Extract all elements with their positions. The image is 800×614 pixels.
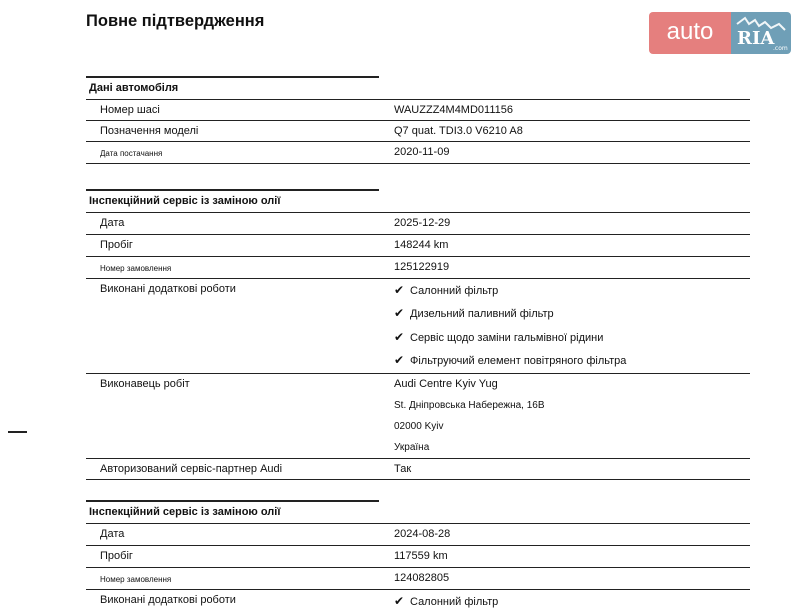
- table-row: [86, 142, 750, 164]
- extra-works-label: Виконані додаткові роботи: [100, 594, 236, 606]
- table-row: [86, 459, 750, 480]
- section-title: Дані автомобіля: [86, 78, 750, 100]
- service-section-1: [86, 191, 750, 480]
- svg-text:.com: .com: [773, 45, 788, 52]
- performer-country: Україна: [394, 442, 430, 453]
- performer-street: St. Дніпровська Набережна, 16В: [394, 400, 545, 411]
- authorized-value: Так: [394, 463, 412, 475]
- list-item: ✔ Салонний фільтр: [394, 590, 498, 613]
- logo-auto-text: auto: [649, 12, 731, 54]
- section-title: Інспекційний сервіс із заміною олії: [86, 502, 750, 524]
- authorized-label: Авторизований сервіс-партнер Audi: [100, 463, 283, 475]
- order-value: 124082805: [394, 572, 450, 584]
- mileage-label: Пробіг: [100, 239, 133, 251]
- list-item: ✔ Дизельний паливний фільтр: [394, 302, 626, 325]
- table-row: [86, 257, 750, 279]
- check-icon: ✔: [394, 352, 405, 367]
- section-title: Інспекційний сервіс із заміною олії: [86, 191, 750, 213]
- margin-mark: [8, 431, 27, 433]
- date-value: 2025-12-29: [394, 217, 451, 229]
- delivery-date-value: 2020-11-09: [394, 146, 450, 158]
- table-row: [86, 568, 750, 590]
- model-label: Позначення моделі: [100, 125, 199, 137]
- check-icon: ✔: [394, 306, 405, 321]
- autoria-logo[interactable]: [649, 12, 791, 54]
- table-row: [86, 590, 750, 614]
- table-row: [86, 213, 750, 235]
- check-icon: ✔: [394, 329, 405, 344]
- date-value: 2024-08-28: [394, 528, 451, 540]
- table-row: [86, 279, 750, 374]
- chassis-value: WAUZZZ4M4MD011156: [394, 104, 513, 116]
- list-item: ✔ Фільтруючий елемент повітряного фільтра: [394, 349, 626, 372]
- logo-ria-mark: [731, 12, 791, 54]
- table-row: [86, 121, 750, 142]
- table-row: [86, 100, 750, 121]
- mileage-value: 117559 km: [394, 550, 448, 562]
- chassis-label: Номер шасі: [100, 104, 160, 116]
- date-label: Дата: [100, 528, 125, 540]
- vehicle-data-section: [86, 78, 750, 164]
- page-title: Повне підтвердження: [86, 12, 265, 30]
- table-row: [86, 235, 750, 257]
- list-item: ✔ Сервіс щодо заміни гальмівної рідини: [394, 326, 626, 349]
- order-label: Номер замовлення: [100, 264, 172, 273]
- date-label: Дата: [100, 217, 125, 229]
- table-row: [86, 546, 750, 568]
- extra-works-list: [394, 590, 498, 613]
- check-icon: ✔: [394, 594, 405, 608]
- performer-address: [394, 374, 545, 458]
- check-icon: ✔: [394, 283, 405, 297]
- order-label: Номер замовлення: [100, 575, 172, 584]
- table-row: [86, 374, 750, 459]
- service-section-2: [86, 502, 750, 614]
- performer-name: Audi Centre Kyiv Yug: [394, 378, 498, 390]
- model-value: Q7 quat. TDI3.0 V6210 A8: [394, 125, 523, 137]
- mileage-label: Пробіг: [100, 550, 133, 562]
- table-row: [86, 524, 750, 546]
- svg-text:RIA: RIA: [737, 28, 775, 49]
- extra-works-label: Виконані додаткові роботи: [100, 283, 236, 295]
- delivery-date-label: Дата постачання: [100, 149, 163, 158]
- performer-city: 02000 Kyiv: [394, 421, 444, 432]
- performer-label: Виконавець робіт: [100, 378, 190, 390]
- order-value: 125122919: [394, 261, 450, 273]
- mileage-value: 148244 km: [394, 239, 449, 251]
- extra-works-list: [394, 279, 626, 372]
- list-item: ✔ Салонний фільтр: [394, 279, 626, 302]
